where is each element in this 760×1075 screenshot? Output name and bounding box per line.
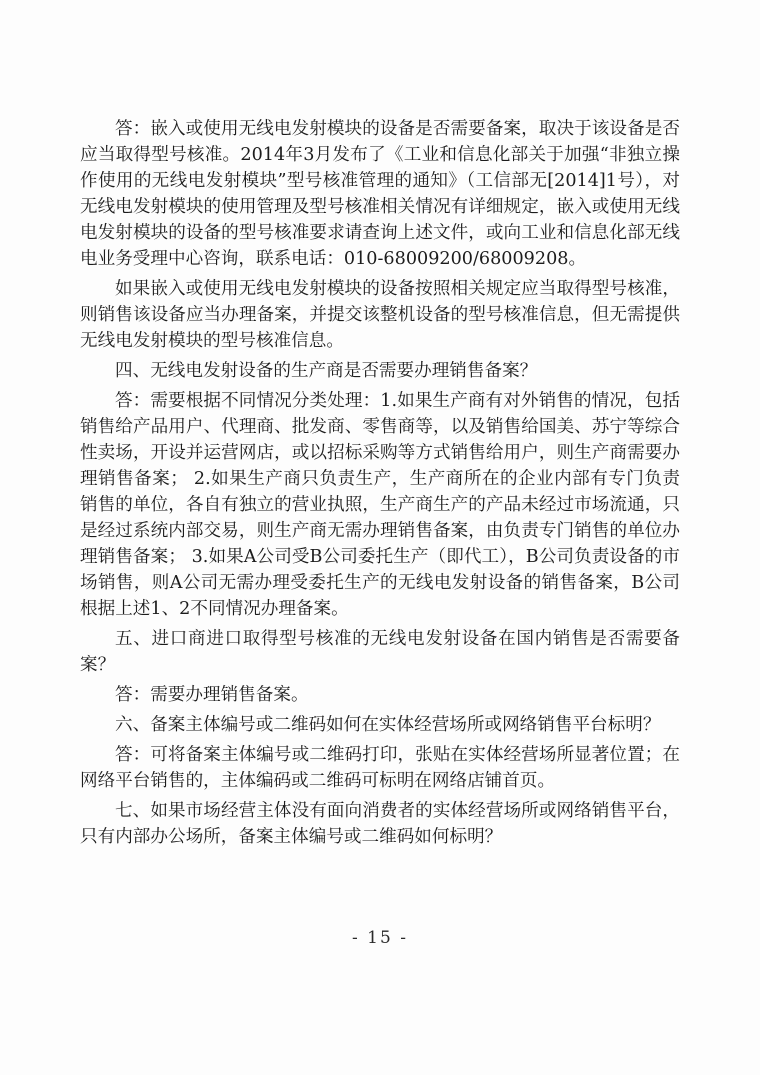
- question-heading-4: 四、无线电发射设备的生产商是否需要办理销售备案？: [115, 361, 538, 381]
- answer-paragraph-4: 答：需要根据不同情况分类处理：1.如果生产商有对外销售的情况，包括销售给产品用户、代理商、批发商、零售商等，以及销售给国美、苏宁等综合性卖场，开设并运营网店，或以招标采购等方式销售给用户，则生产商需要办理销售备案； 2.如果生产商只负责生产，生产商所在的企业内部有专门负责销售的单位，各自有独立的营业执照，生产商生产的产品未经过市场流通，只是经过系统内部交易，则生产商无需办理销售备案，由负责专门销售的单位办理销售备案； 3.如果A公司受B公司委托生产（即代工），B公司负责设备的市场销售，则A公司无需办理受委托生产的无线电发射设备的销售备案，B公司根据上述1、2不同情况办理备案。: [80, 391, 680, 619]
- answer-paragraph-module-filing: 答：嵌入或使用无线电发射模块的设备是否需要备案，取决于该设备是否应当取得型号核准。2014年3月发布了《工业和信息化部关于加强“非独立操作使用的无线电发射模块”型号核准管理的通知》（工信部无[2014]1号），对无线电发射模块的使用管理及型号核准相关情况有详细规定，嵌入或使用无线电发射模块的设备的型号核准要求请查询上述文件，或向工业和信息化部无线电业务受理中心咨询，联系电话：010-68009200/68009208。: [80, 119, 680, 269]
- answer-paragraph-5: 答：需要办理销售备案。: [115, 685, 309, 705]
- answer-paragraph-6: 答：可将备案主体编号或二维码打印，张贴在实体经营场所显著位置；在网络平台销售的，主体编码或二维码可标明在网络店铺首页。: [80, 745, 680, 791]
- document-body: [80, 116, 680, 850]
- paragraph-module-type-approval: 如果嵌入或使用无线电发射模块的设备按照相关规定应当取得型号核准，则销售该设备应当办理备案，并提交该整机设备的型号核准信息，但无需提供无线电发射模块的型号核准信息。: [80, 279, 680, 351]
- question-heading-6: 六、备案主体编号或二维码如何在实体经营场所或网络销售平台标明？: [115, 715, 661, 735]
- question-heading-5: 五、进口商进口取得型号核准的无线电发射设备在国内销售是否需要备案？: [80, 629, 680, 675]
- page-number: - 15 -: [352, 928, 408, 948]
- question-heading-7: 七、如果市场经营主体没有面向消费者的实体经营场所或网络销售平台，只有内部办公场所，备案主体编号或二维码如何标明？: [80, 801, 680, 847]
